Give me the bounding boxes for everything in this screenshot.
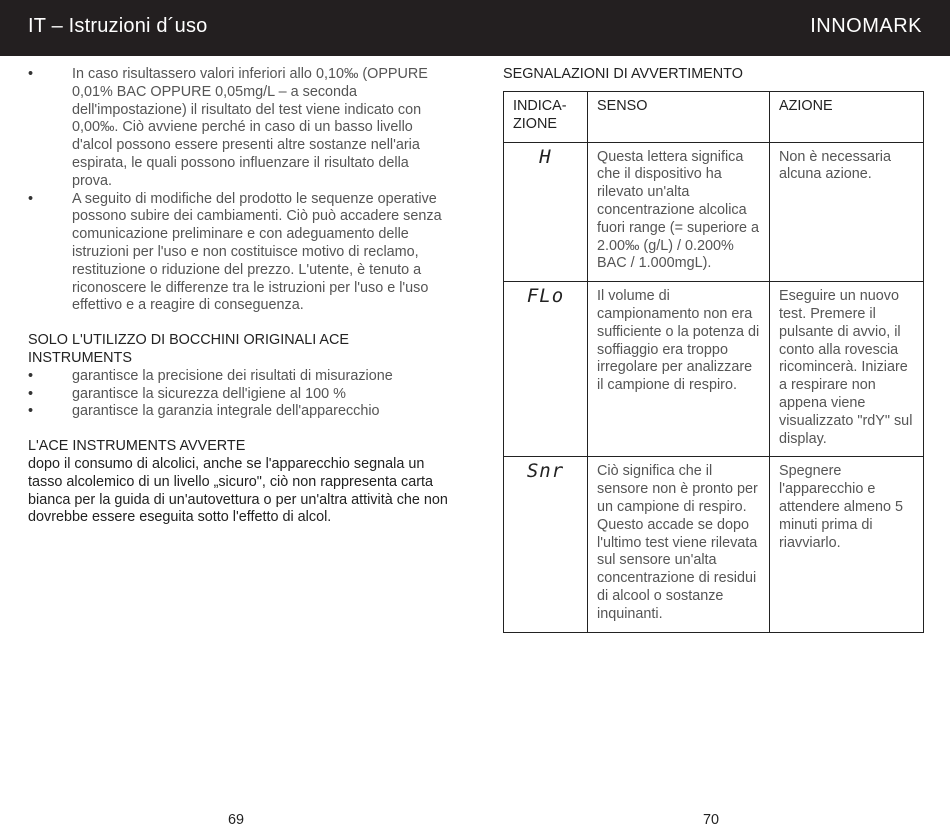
meaning-cell: Il volume di campionamento non era sufficiente o la potenza di soffiaggio era troppo irregolare per analizzare il campione di respiro. [588, 282, 770, 457]
guarantee-list [28, 368, 448, 421]
brand-name: INNOMARK [810, 15, 922, 37]
list-item: • In caso risultassero valori inferiori allo 0,10‰ (OPPURE 0,01% BAC OPPURE 0,05mg/L – a seconda dell'impostazione) il risultato del test viene indicato con 0,00‰. Ciò avviene perché in caso di un basso livello d'alcol possono essere presenti altre sostanze nell'aria espirata, le quali possono influenzare il risultato della prova. [28, 66, 428, 189]
table-header-row [504, 92, 924, 143]
original-mouthpiece-heading: SOLO L'UTILIZZO DI BOCCHINI ORIGINALI ACE INSTRUMENTS [28, 332, 349, 366]
header-title: IT – Istruzioni d´uso [28, 15, 208, 37]
list-item: • garantisce la garanzia integrale dell'apparecchio [28, 403, 380, 420]
bullet-icon: • [28, 190, 34, 207]
page-number-right: 70 [703, 812, 720, 828]
list-item: • garantisce la precisione dei risultati di misurazione [28, 367, 393, 384]
table-row [504, 457, 924, 632]
warning-signals-table [503, 91, 924, 633]
info-bullet-list [28, 66, 448, 315]
display-code: H [504, 142, 588, 282]
bullet-icon: • [28, 367, 34, 384]
list-item: • A seguito di modifiche del prodotto le sequenze operative possono subire dei cambiamenti. Ciò può accadere senza comunicazione preliminare e con adeguamento delle istruzioni per l'uso e non costituisce motivo di reclamo, restituzione o riduzione del prezzo. L'utente, è tenuto a riconoscere le differenze tra le istruzioni per l'uso e l'uso effettivo e a reagire di conseguenza. [28, 190, 442, 314]
meaning-cell: Questa lettera significa che il dispositivo ha rilevato un'alta concentrazione alcolica fuori range (= superiore a 2.00‰ (g/L) / 0.200% BAC / 1.000mgL). [588, 142, 770, 282]
page-header [0, 0, 950, 56]
left-page-content [28, 66, 448, 527]
display-code: FLo [504, 282, 588, 457]
warning-text: dopo il consumo di alcolici, anche se l'apparecchio segnala un tasso alcolemico di un livello „sicuro", ciò non rappresenta carta bianca per la guida di un'autovettura o per un'altra attività che non dovrebbe essere eseguita sotto l'effetto di alcol. [28, 455, 448, 526]
column-header-azione: AZIONE [770, 92, 924, 143]
action-cell: Spegnere l'apparecchio e attendere almeno 5 minuti prima di riavviarlo. [770, 457, 924, 632]
table-row [504, 282, 924, 457]
section-title: SEGNALAZIONI DI AVVERTIMENTO [503, 66, 743, 82]
action-cell: Non è necessaria alcuna azione. [770, 142, 924, 282]
display-code: Snr [504, 457, 588, 632]
list-item: • garantisce la sicurezza dell'igiene al 100 % [28, 385, 346, 402]
column-header-senso: SENSO [588, 92, 770, 143]
bullet-icon: • [28, 385, 34, 402]
bullet-icon: • [28, 403, 34, 420]
action-cell: Eseguire un nuovo test. Premere il pulsante di avvio, il conto alla rovescia ricomincerà. Iniziare a respirare non appena viene visualizzato "rdY" sul display. [770, 282, 924, 457]
bullet-icon: • [28, 66, 34, 82]
right-page-content [503, 66, 923, 633]
table-row [504, 142, 924, 282]
column-header-indicazione: INDICA- ZIONE [504, 92, 588, 143]
meaning-cell: Ciò significa che il sensore non è pronto per un campione di respiro. Questo accade se dopo l'ultimo test viene rilevata sul sensore un'alta concentrazione di residui di alcool o sostanze inquinanti. [588, 457, 770, 632]
page-number-left: 69 [228, 812, 245, 828]
warning-heading: L'ACE INSTRUMENTS AVVERTE [28, 438, 246, 455]
